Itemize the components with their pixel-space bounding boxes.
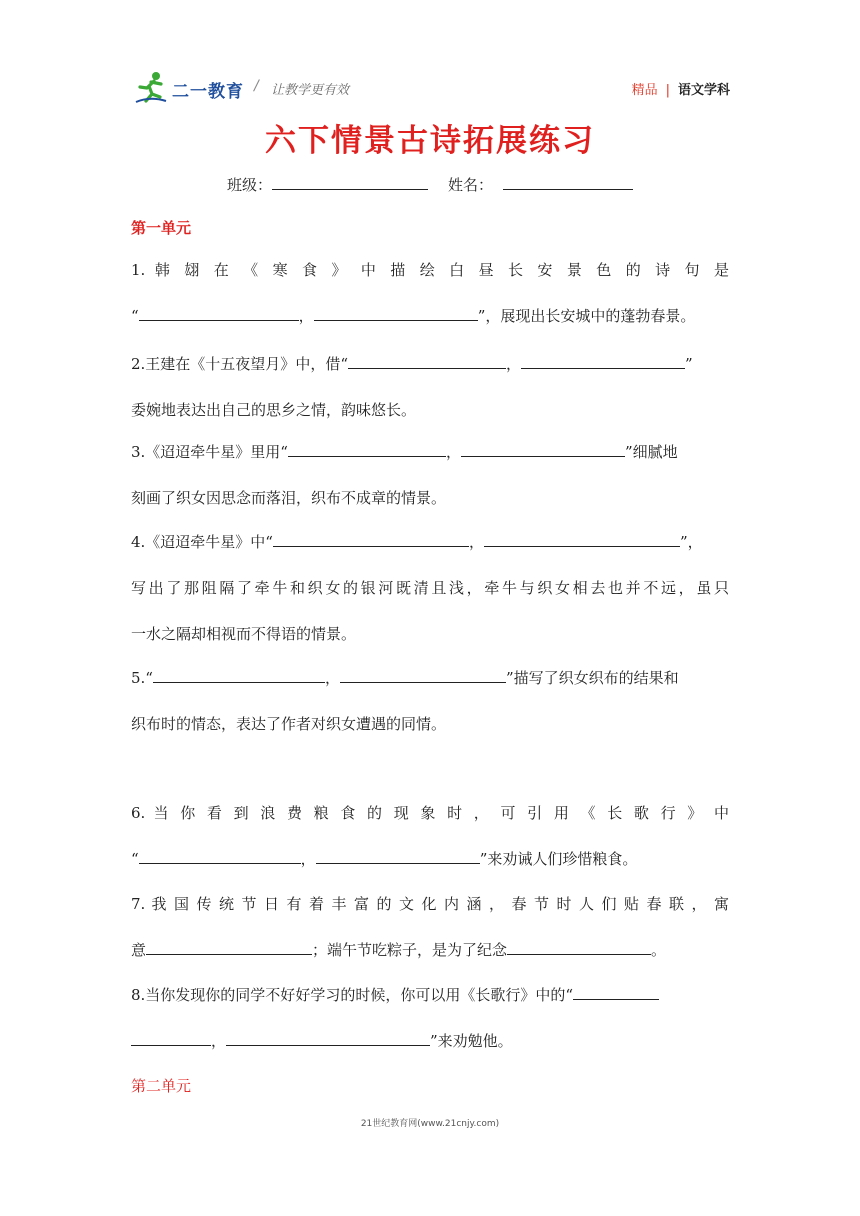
q7-line-1: 7. 我 国 传 统 节 日 有 着 丰 富 的 文 化 内 涵 ， 春 节 时 人 们 贴 春 联 ， 寓 <box>131 895 729 913</box>
q1-blank-1[interactable] <box>139 305 299 321</box>
question-8 <box>131 972 729 1064</box>
q3-line-1: 3.《迢迢牵牛星》里用“ ， ”细腻地 <box>131 443 678 461</box>
tag-subject: 语文学科 <box>677 83 730 98</box>
question-1 <box>131 247 729 339</box>
q2-line-1: 2.王建在《十五夜望月》中，借“ ， ” <box>131 355 693 373</box>
page-header <box>134 70 730 104</box>
question-4 <box>131 519 729 657</box>
name-blank[interactable] <box>503 174 633 190</box>
q1-blank-2[interactable] <box>314 305 478 321</box>
unit-heading-1: 第一单元 <box>131 219 192 237</box>
q6-line-1: 6. 当 你 看 到 浪 费 粮 食 的 现 象 时 ， 可 引 用 《 长 歌 行 》 中 <box>131 804 729 822</box>
tag-separator: | <box>665 83 670 98</box>
name-label: 姓名： <box>448 176 494 194</box>
q4-line-2: 写出了那阻隔了牵牛和织女的银河既清且浅，牵牛与织女相去也并不远，虽只 <box>131 579 729 597</box>
q8-line-1: 8.当你发现你的同学不好好学习的时候，你可以用《长歌行》中的“ <box>131 972 729 1018</box>
page-title: 六下情景古诗拓展练习 <box>265 123 595 159</box>
q8-blank-2[interactable] <box>226 1030 430 1046</box>
tag-premium: 精品 <box>631 83 658 98</box>
class-label: 班级： <box>226 176 272 194</box>
q6-line-2: “ ， ”来劝诫人们珍惜粮食。 <box>131 850 638 868</box>
q8-line-2: ， ”来劝勉他。 <box>131 1018 729 1064</box>
q5-line-1: 5.“ ， ”描写了织女织布的结果和 <box>131 669 679 687</box>
q6-blank-1[interactable] <box>139 848 301 864</box>
q5-line-2: 织布时的情态，表达了作者对织女遭遇的同情。 <box>131 715 447 733</box>
brand-slogan: 让教学更有效 <box>271 83 350 98</box>
q4-blank-2[interactable] <box>484 531 680 547</box>
q1-line-1: 1. 韩 翃 在 《 寒 食 》 中 描 绘 白 昼 长 安 景 色 的 诗 句 是 <box>131 261 729 279</box>
question-6 <box>131 790 729 882</box>
question-5 <box>131 655 729 747</box>
q7-blank-1[interactable] <box>146 939 312 955</box>
q5-blank-1[interactable] <box>153 667 325 683</box>
q8-blank-1b[interactable] <box>131 1030 211 1046</box>
q4-line-1: 4.《迢迢牵牛星》中“ ， ”， <box>131 533 703 551</box>
question-7 <box>131 881 729 973</box>
q3-blank-2[interactable] <box>461 441 625 457</box>
q4-line-3: 一水之隔却相视而不得语的情景。 <box>131 625 357 643</box>
q2-blank-2[interactable] <box>521 353 685 369</box>
header-slash: / <box>254 78 259 94</box>
question-2 <box>131 341 729 433</box>
student-info-line <box>0 174 860 195</box>
unit-heading-2: 第二单元 <box>131 1077 192 1095</box>
q2-blank-1[interactable] <box>348 353 506 369</box>
q6-blank-2[interactable] <box>316 848 480 864</box>
q3-blank-1[interactable] <box>288 441 446 457</box>
page-footer: 21世纪教育网(www.21cnjy.com) <box>360 1119 500 1129</box>
running-man-logo-icon <box>134 70 168 104</box>
q3-line-2: 刻画了织女因思念而落泪，织布不成章的情景。 <box>131 489 447 507</box>
q8-blank-1a[interactable] <box>573 984 659 1000</box>
brand-name: 二一教育 <box>172 82 244 102</box>
header-tags <box>632 79 730 98</box>
q1-line-2: “ ， ”，展现出长安城中的蓬勃春景。 <box>131 307 696 325</box>
q7-blank-2[interactable] <box>507 939 651 955</box>
q4-blank-1[interactable] <box>273 531 469 547</box>
q7-line-2: 意 ；端午节吃粽子，是为了纪念 。 <box>131 941 667 959</box>
q2-line-2: 委婉地表达出自己的思乡之情，韵味悠长。 <box>131 401 417 419</box>
question-3 <box>131 429 729 521</box>
q5-blank-2[interactable] <box>340 667 506 683</box>
class-blank[interactable] <box>272 174 428 190</box>
